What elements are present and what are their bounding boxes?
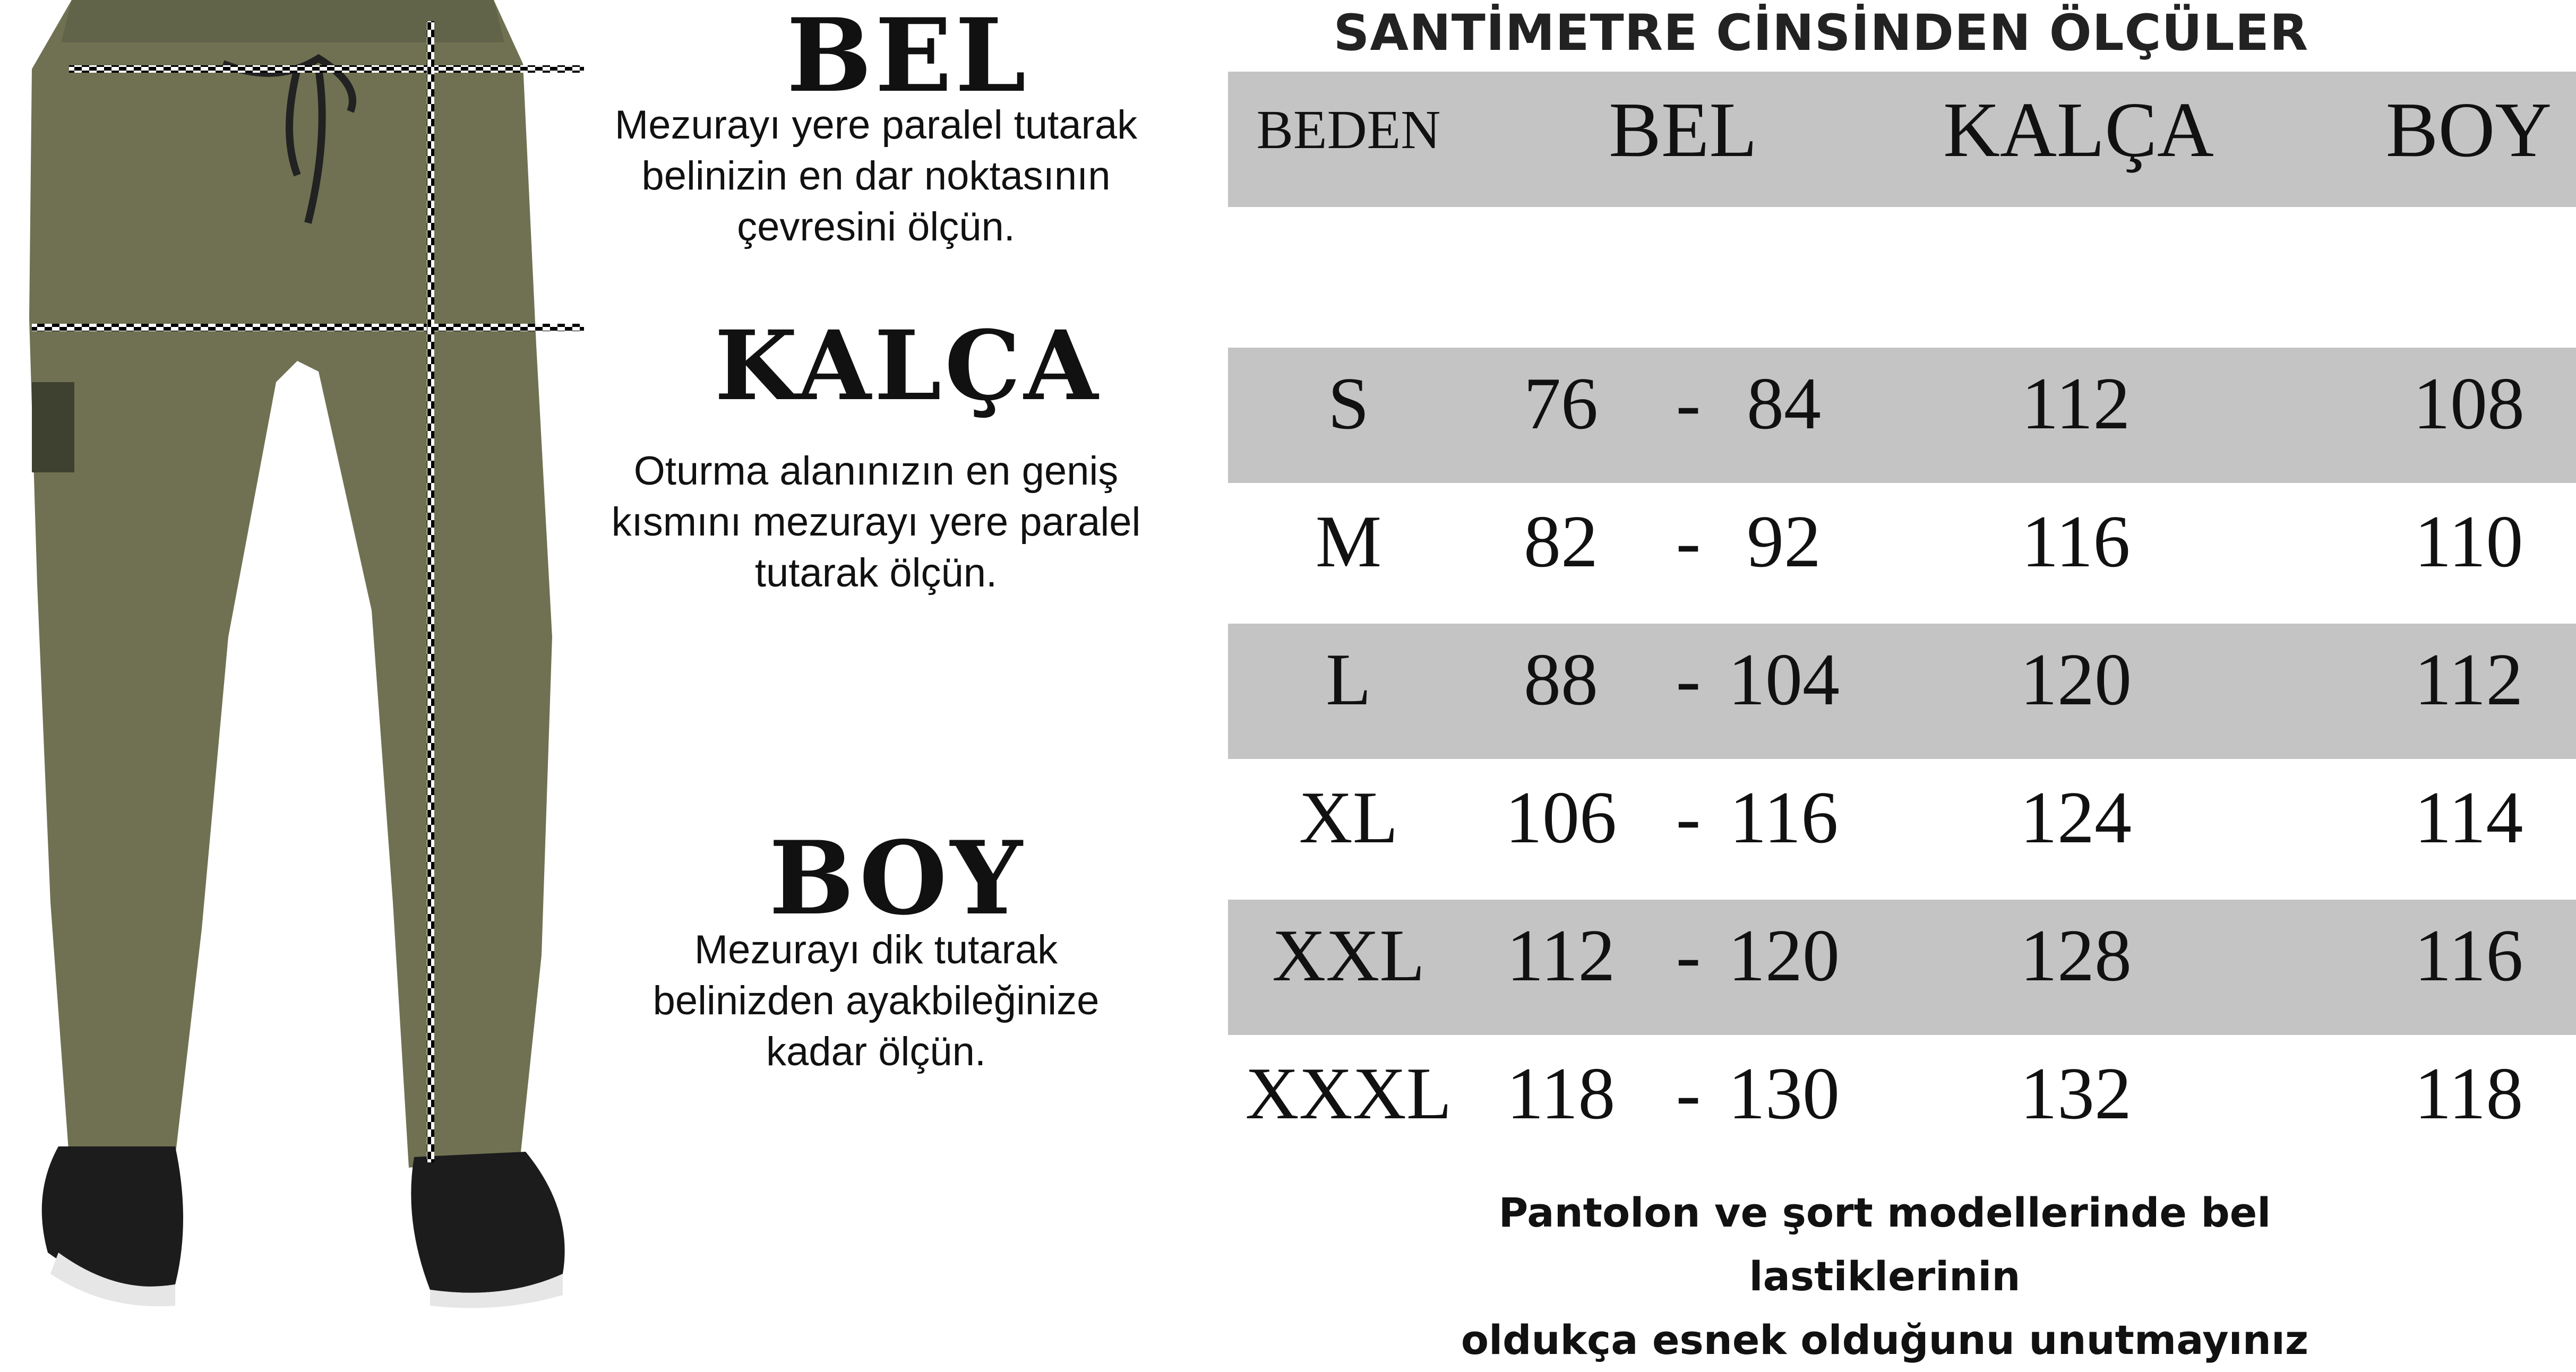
row-length: 114 <box>2414 776 2523 859</box>
row-hip: 120 <box>2020 638 2132 721</box>
header-length: BOY <box>2385 87 2552 174</box>
header-hip: KALÇA <box>1943 87 2214 174</box>
waist-desc-line: çevresini ölçün. <box>737 204 1015 249</box>
size-table-title: SANTİMETRE CİNSİNDEN ÖLÇÜLER <box>1333 4 2309 62</box>
waistband <box>61 0 504 42</box>
row-dash: - <box>1676 363 1701 445</box>
length-measure-line <box>427 21 434 1162</box>
waist-measure-line <box>69 65 584 73</box>
row-length: 108 <box>2413 363 2525 445</box>
hip-desc-line: tutarak ölçün. <box>754 550 998 596</box>
row-hip: 124 <box>2020 776 2132 859</box>
row-dash: - <box>1676 501 1701 583</box>
length-desc-line: kadar ölçün. <box>766 1029 986 1074</box>
row-waist-max: 116 <box>1729 776 1839 859</box>
waist-desc-line: belinizin en dar noktasının <box>641 153 1111 199</box>
row-length: 112 <box>2414 638 2523 721</box>
row-size: L <box>1326 638 1371 721</box>
row-length: 118 <box>2414 1052 2523 1135</box>
row-waist-min: 112 <box>1506 914 1616 997</box>
elastic-note <box>1433 1181 2336 1372</box>
hip-measure-line <box>32 324 584 331</box>
row-hip: 112 <box>2021 363 2131 445</box>
row-size: M <box>1315 501 1382 583</box>
row-hip: 128 <box>2020 914 2132 997</box>
right-shoe <box>411 1152 564 1293</box>
row-waist-max: 130 <box>1728 1052 1840 1135</box>
elastic-note-line: oldukça esnek olduğunu unutmayınız <box>1461 1316 2309 1364</box>
row-waist-max: 120 <box>1728 914 1840 997</box>
row-waist-min: 82 <box>1524 501 1598 583</box>
row-dash: - <box>1676 1052 1701 1135</box>
row-waist-max: 92 <box>1747 501 1821 583</box>
row-length: 116 <box>2414 914 2523 997</box>
row-dash: - <box>1676 914 1701 997</box>
row-hip: 116 <box>2021 501 2131 583</box>
row-dash: - <box>1676 638 1701 721</box>
header-waist: BEL <box>1609 87 1757 174</box>
row-size: XXXL <box>1245 1052 1452 1135</box>
hip-description <box>573 446 1179 599</box>
length-desc-line: Mezurayı dik tutarak <box>694 927 1058 972</box>
row-length: 110 <box>2414 501 2523 583</box>
row-waist-min: 106 <box>1505 776 1617 859</box>
row-hip: 132 <box>2020 1052 2132 1135</box>
row-size: XL <box>1299 776 1398 859</box>
pants-logo <box>32 382 74 472</box>
length-description <box>573 925 1179 1077</box>
row-size: XXL <box>1272 914 1425 997</box>
pants-shape <box>29 0 552 1168</box>
row-waist-max: 84 <box>1747 363 1821 445</box>
length-heading: BOY <box>769 819 1026 937</box>
row-waist-min: 118 <box>1506 1052 1616 1135</box>
row-size: S <box>1328 363 1369 445</box>
waist-heading: BEL <box>786 0 1029 115</box>
row-waist-min: 76 <box>1524 363 1598 445</box>
hip-heading: KALÇA <box>714 310 1102 422</box>
hip-desc-line: Oturma alanınızın en geniş <box>633 448 1119 494</box>
header-size: BEDEN <box>1256 99 1441 160</box>
row-dash: - <box>1676 776 1701 859</box>
hip-desc-line: kısmını mezurayı yere paralel <box>611 499 1141 545</box>
row-waist-min: 88 <box>1524 638 1598 721</box>
row-waist-max: 104 <box>1728 638 1840 721</box>
sweatpants-illustration <box>0 0 584 1315</box>
product-photo <box>0 0 584 1315</box>
waist-desc-line: Mezurayı yere paralel tutarak <box>614 102 1138 148</box>
length-desc-line: belinizden ayakbileğinize <box>652 978 1100 1023</box>
elastic-note-line: Pantolon ve şort modellerinde bel lastiklerinin <box>1498 1189 2271 1300</box>
waist-description <box>573 100 1179 253</box>
